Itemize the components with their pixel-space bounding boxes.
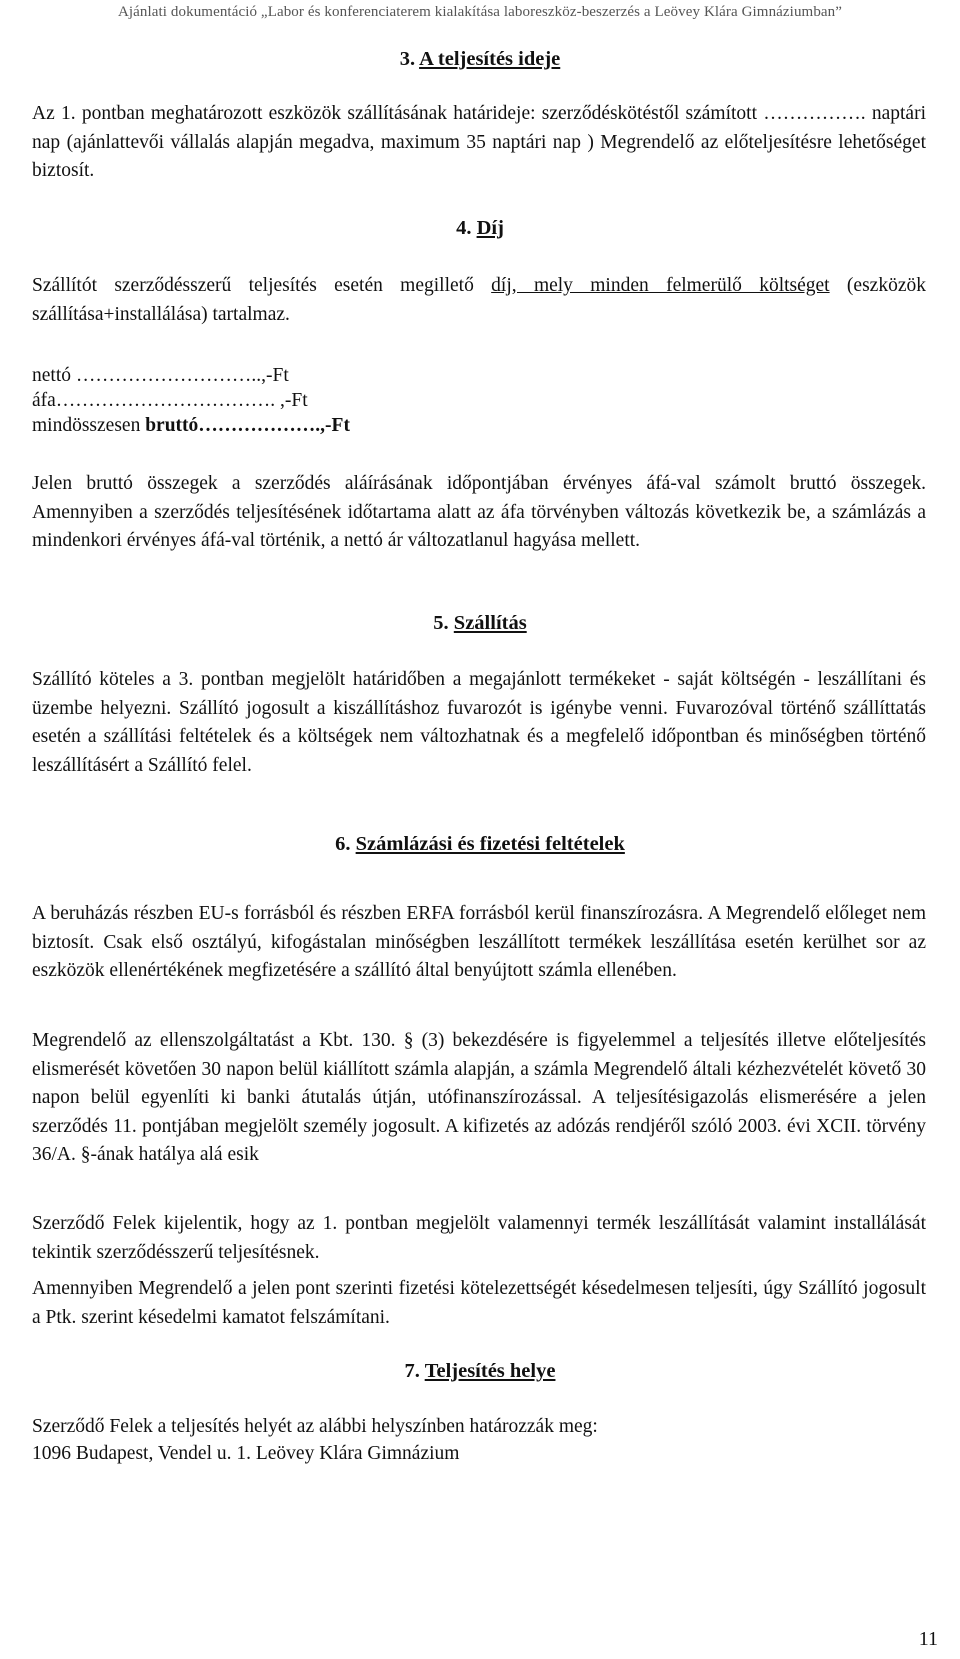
section-4-title: Díj (476, 217, 504, 239)
section-5-number: 5. (433, 612, 454, 634)
section-6-paragraph-3: Szerződő Felek kijelentik, hogy az 1. pontban megjelölt valamennyi termék leszállítását valamint installálását tekintik szerződésszerű teljesítésnek. (32, 1213, 926, 1263)
section-7-title: Teljesítés helye (424, 1360, 556, 1382)
section-4-number: 4. (456, 217, 477, 239)
section-4-heading (0, 217, 960, 240)
brutto-amount: ……………….,-Ft (198, 415, 350, 436)
section-6-heading (0, 833, 960, 856)
section-3-heading (0, 48, 960, 71)
section-7-number: 7. (404, 1360, 425, 1382)
netto-line: nettó ………………………..,-Ft (32, 365, 289, 386)
section-3-text: Az 1. pontban meghatározott eszközök szállításának határideje: szerződéskötéstől számított ……………. naptári nap (ajánlattevői vállalás alapján megadva, maximum 35 naptári nap ) Megrendelő az előteljesítésre lehetőséget biztosít. (32, 103, 926, 181)
section-6-number: 6. (335, 833, 356, 855)
section-5-text: Szállító köteles a 3. pontban megjelölt határidőben a megajánlott termékeket - saját költségén - leszállítani és üzembe helyezni. Szállító jogosult a kiszállításhoz fuvarozót is igénybe venni. Fuvarozóval történő szállíttatás esetén a szállítási feltételek és a költségek nem változhatnak és a megfelelő időpontban és minőségben történő leszállításért a Szállító felel. (32, 669, 926, 776)
section-4-text (32, 272, 926, 329)
section-4-text-a: Szállítót szerződésszerű teljesítés esetén megillető (32, 275, 492, 296)
section-7-address: 1096 Budapest, Vendel u. 1. Leövey Klára Gimnázium (32, 1443, 460, 1464)
brutto-word: bruttó (145, 415, 199, 436)
section-5-heading (0, 612, 960, 635)
afa-line: áfa……………………………. ,-Ft (32, 390, 308, 411)
page-number: 11 (918, 1628, 938, 1650)
section-4-text-underlined: díj, mely minden felmerülő költséget (491, 275, 830, 296)
section-3-number: 3. (399, 48, 420, 70)
section-6-paragraph-1: A beruházás részben EU-s forrásból és részben ERFA forrásból kerül finanszírozásra. A Megrendelő előleget nem biztosít. Csak első osztályú, kifogástalan minőségben leszállított termékek leszállítása esetén kerülhet sor az eszközök ellenértékének megfizetésére a szállító által benyújtott számla ellenében. (32, 903, 926, 981)
section-7-heading (0, 1360, 960, 1383)
brutto-line (32, 415, 350, 437)
section-5-title: Szállítás (453, 612, 527, 634)
section-6-title: Számlázási és fizetési feltételek (355, 833, 625, 855)
section-4-vat-text: Jelen bruttó összegek a szerződés aláírásának időpontjában érvényes áfá-val számolt bruttó összegek. Amennyiben a szerződés teljesítésének időtartama alatt az áfa törvényben változás következik be, a számlázás a mindenkori érvényes áfá-val történik, a nettó ár változatlanul hagyása mellett. (32, 473, 926, 551)
section-6-paragraph-2: Megrendelő az ellenszolgáltatást a Kbt. 130. § (3) bekezdésére is figyelemmel a teljesítés illetve előteljesítés elismerését követően 30 napon belül kiállított számla alapján, a számla Megrendelő általi kézhezvételét követő 30 napon belül egyenlíti ki banki átutalás útján, utófinanszírozással. A teljesítésigazolás elismerésére a jelen szerződés 11. pontjában megjelölt személy jogosult. A kifizetés az adózás rendjéről szóló 2003. évi XCII. törvény 36/A. §-ának hatálya alá esik (32, 1030, 926, 1165)
section-3-title: A teljesítés ideje (419, 48, 561, 70)
brutto-prefix: mindösszesen (32, 415, 146, 436)
section-4-text-c: (eszközök szállítása+installálása) tartalmaz. (32, 275, 926, 325)
section-6-paragraph-4: Amennyiben Megrendelő a jelen pont szerinti fizetési kötelezettségét késedelmesen teljesíti, úgy Szállító jogosult a Ptk. szerint késedelmi kamatot felszámítani. (32, 1278, 926, 1328)
section-7-line-1: Szerződő Felek a teljesítés helyét az alábbi helyszínben határozzák meg: (32, 1416, 598, 1437)
running-header: Ajánlati dokumentáció „Labor és konferenciaterem kialakítása laboreszköz-beszerzés a Leövey Klára Gimnáziumban” (117, 4, 843, 20)
